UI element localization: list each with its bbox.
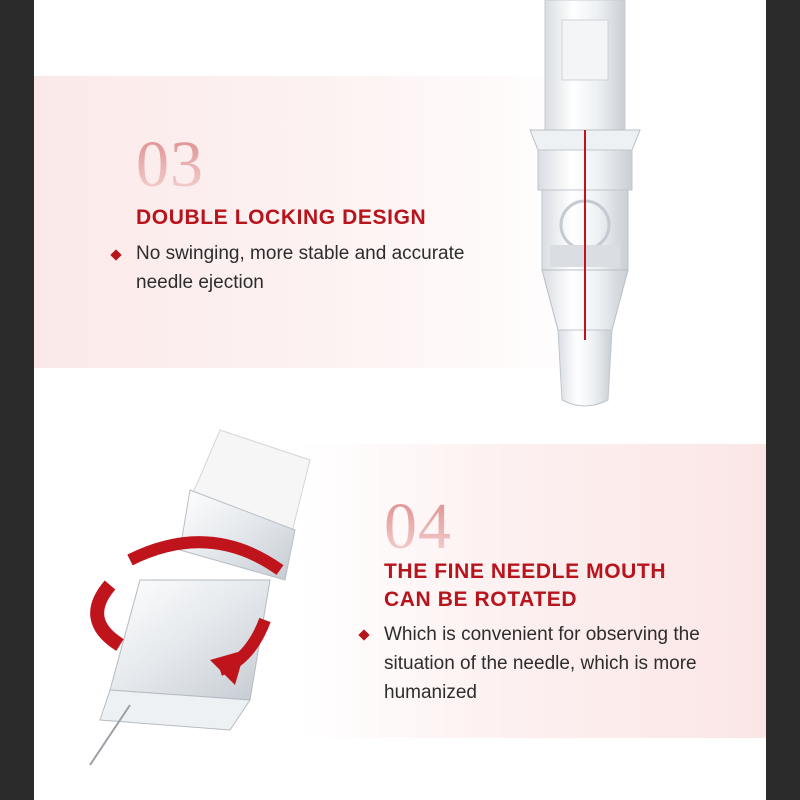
section-03-description: No swinging, more stable and accurate needle ejection — [136, 243, 465, 293]
section-03-number: 03 — [136, 128, 204, 201]
right-frame-bar — [766, 0, 800, 800]
section-04-heading — [384, 558, 734, 614]
cartridge-needle-image — [510, 0, 660, 430]
left-frame-bar — [0, 0, 34, 800]
section-04-number: 04 — [384, 490, 452, 563]
needle-mouth-image — [70, 420, 340, 780]
section-04-heading-line1: THE FINE NEEDLE MOUTH — [384, 560, 667, 583]
section-03-heading: DOUBLE LOCKING DESIGN — [136, 206, 427, 229]
section-04-description: Which is convenient for observing the situation of the needle, which is more humanized — [384, 624, 700, 703]
section-04-heading-line2: CAN BE ROTATED — [384, 588, 578, 611]
